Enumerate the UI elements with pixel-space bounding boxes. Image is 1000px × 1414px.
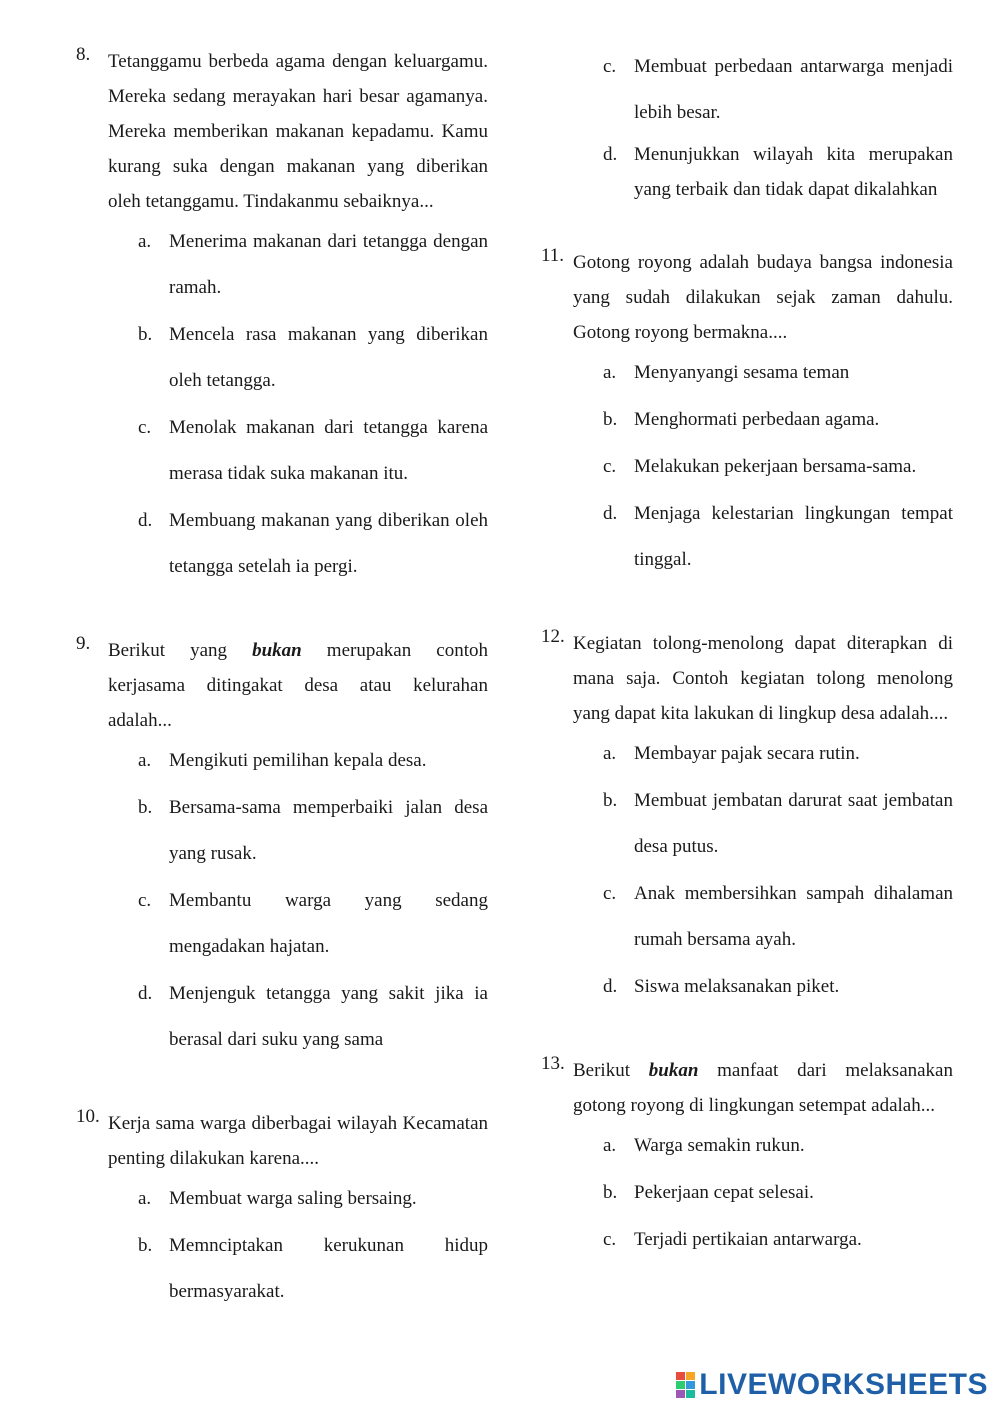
option-a[interactable] (573, 731, 953, 777)
logo-square (676, 1372, 685, 1380)
option-text: Membayar pajak secara rutin. (634, 743, 860, 764)
question-text (108, 633, 488, 738)
option-letter: d. (603, 503, 618, 524)
option-letter: c. (603, 456, 617, 477)
question-text-part: Berikut (573, 1060, 649, 1081)
option-letter: c. (603, 883, 617, 904)
option-c[interactable] (573, 1217, 953, 1263)
option-a[interactable] (108, 1176, 488, 1222)
option-letter: d. (138, 510, 153, 531)
option-letter: d. (603, 976, 618, 997)
right-column (541, 44, 953, 1264)
logo-grid-icon (676, 1372, 695, 1398)
option-letter: a. (138, 750, 152, 771)
options (573, 44, 953, 207)
option-text: Bersama-sama memperbaiki jalan desa yang rusak. (169, 797, 488, 864)
option-d[interactable] (573, 491, 953, 583)
option-text: Warga semakin rukun. (634, 1135, 805, 1156)
option-letter: a. (603, 743, 617, 764)
option-text: Terjadi pertikaian antarwarga. (634, 1229, 862, 1250)
options (573, 350, 953, 583)
option-letter: c. (603, 56, 617, 77)
option-text: Menunjukkan wilayah kita merupakan yang terbaik dan tidak dapat dikalahkan (634, 144, 953, 200)
option-letter: a. (138, 1188, 152, 1209)
question-number: 11. (541, 245, 565, 266)
question-text: Gotong royong adalah budaya bangsa indonesia yang sudah dilakukan sejak zaman dahulu. Gotong royong bermakna.... (573, 252, 953, 343)
option-letter: d. (603, 144, 618, 165)
option-a[interactable] (573, 1123, 953, 1169)
option-text: Memnciptakan kerukunan hidup bermasyarakat. (169, 1235, 488, 1302)
option-b[interactable] (573, 1170, 953, 1216)
option-c[interactable] (108, 405, 488, 497)
options (573, 1123, 953, 1263)
options (108, 738, 488, 1063)
option-letter: b. (138, 324, 153, 345)
logo-square (686, 1381, 695, 1389)
option-letter: d. (138, 983, 153, 1004)
option-text: Menjaga kelestarian lingkungan tempat tinggal. (634, 503, 953, 570)
option-c[interactable] (573, 44, 953, 136)
option-text: Mencela rasa makanan yang diberikan oleh tetangga. (169, 324, 488, 391)
question-text: Kegiatan tolong-menolong dapat diterapkan di mana saja. Contoh kegiatan tolong menolong yang dapat kita lakukan di lingkup desa adalah.... (573, 633, 953, 724)
question-10 (76, 1106, 488, 1315)
option-letter: b. (138, 1235, 153, 1256)
question-text-part: manfaat dari melaksanakan gotong royong di lingkungan setempat adalah... (573, 1060, 953, 1116)
option-d[interactable] (108, 971, 488, 1063)
option-letter: a. (603, 1135, 617, 1156)
option-b[interactable] (108, 1223, 488, 1315)
question-8 (76, 44, 488, 590)
option-b[interactable] (573, 397, 953, 443)
option-text: Anak membersihkan sampah dihalaman rumah bersama ayah. (634, 883, 953, 950)
question-text-part: merupakan contoh kerjasama ditingakat desa atau kelurahan adalah... (108, 640, 488, 731)
question-10-continued (541, 44, 953, 207)
options (573, 731, 953, 1010)
logo-square (686, 1372, 695, 1380)
option-text: Menyanyangi sesama teman (634, 362, 850, 383)
option-b[interactable] (573, 778, 953, 870)
option-letter: b. (603, 790, 618, 811)
option-c[interactable] (573, 871, 953, 963)
option-c[interactable] (573, 444, 953, 490)
option-b[interactable] (108, 785, 488, 877)
logo-square (676, 1381, 685, 1389)
option-a[interactable] (573, 350, 953, 396)
option-c[interactable] (108, 878, 488, 970)
question-12 (541, 626, 953, 1010)
option-text: Membuat perbedaan antarwarga menjadi lebih besar. (634, 56, 953, 123)
option-letter: b. (138, 797, 153, 818)
emphasis-bukan: bukan (252, 640, 302, 661)
question-11 (541, 245, 953, 583)
liveworksheets-logo (676, 1368, 988, 1402)
option-a[interactable] (108, 738, 488, 784)
question-text-part: Berikut yang (108, 640, 253, 661)
option-letter: a. (138, 231, 152, 252)
question-number: 10. (76, 1106, 100, 1127)
option-d[interactable] (573, 964, 953, 1010)
option-text: Menerima makanan dari tetangga dengan ramah. (169, 231, 488, 298)
option-text: Menjenguk tetangga yang sakit jika ia berasal dari suku yang sama (169, 983, 488, 1050)
option-d[interactable] (573, 137, 953, 207)
option-letter: c. (138, 890, 152, 911)
option-text: Siswa melaksanakan piket. (634, 976, 840, 997)
option-letter: a. (603, 362, 617, 383)
option-a[interactable] (108, 219, 488, 311)
question-9 (76, 633, 488, 1063)
option-d[interactable] (108, 498, 488, 590)
options (108, 1176, 488, 1315)
left-column (76, 44, 488, 1316)
option-letter: c. (138, 417, 152, 438)
emphasis-bukan: bukan (648, 1060, 699, 1081)
option-text: Membuat jembatan darurat saat jembatan desa putus. (634, 790, 953, 857)
logo-text: LIVEWORKSHEETS (699, 1368, 988, 1401)
option-text: Melakukan pekerjaan bersama-sama. (634, 456, 917, 477)
logo-square (686, 1390, 695, 1398)
option-letter: b. (603, 1182, 618, 1203)
option-text: Pekerjaan cepat selesai. (634, 1182, 814, 1203)
question-text: Tetanggamu berbeda agama dengan keluargamu. Mereka sedang merayakan hari besar agamanya. Mereka memberikan makanan kepadamu. Kamu kurang suka dengan makanan yang diberikan oleh tetanggamu. Tindakanmu sebaiknya... (108, 51, 488, 212)
question-number: 8. (76, 44, 91, 65)
option-text: Membuang makanan yang diberikan oleh tetangga setelah ia pergi. (169, 510, 488, 577)
option-b[interactable] (108, 312, 488, 404)
question-text (573, 1053, 953, 1123)
question-13 (541, 1053, 953, 1263)
options (108, 219, 488, 590)
option-letter: b. (603, 409, 618, 430)
logo-square (676, 1390, 685, 1398)
option-text: Membuat warga saling bersaing. (169, 1188, 417, 1209)
question-number: 9. (76, 633, 91, 654)
question-number: 12. (541, 626, 565, 647)
option-letter: c. (603, 1229, 617, 1250)
option-text: Membantu warga yang sedang mengadakan hajatan. (169, 890, 488, 957)
option-text: Menolak makanan dari tetangga karena merasa tidak suka makanan itu. (169, 417, 488, 484)
question-text: Kerja sama warga diberbagai wilayah Kecamatan penting dilakukan karena.... (108, 1113, 488, 1169)
option-text: Mengikuti pemilihan kepala desa. (169, 750, 427, 771)
option-text: Menghormati perbedaan agama. (634, 409, 880, 430)
question-number: 13. (541, 1053, 565, 1074)
